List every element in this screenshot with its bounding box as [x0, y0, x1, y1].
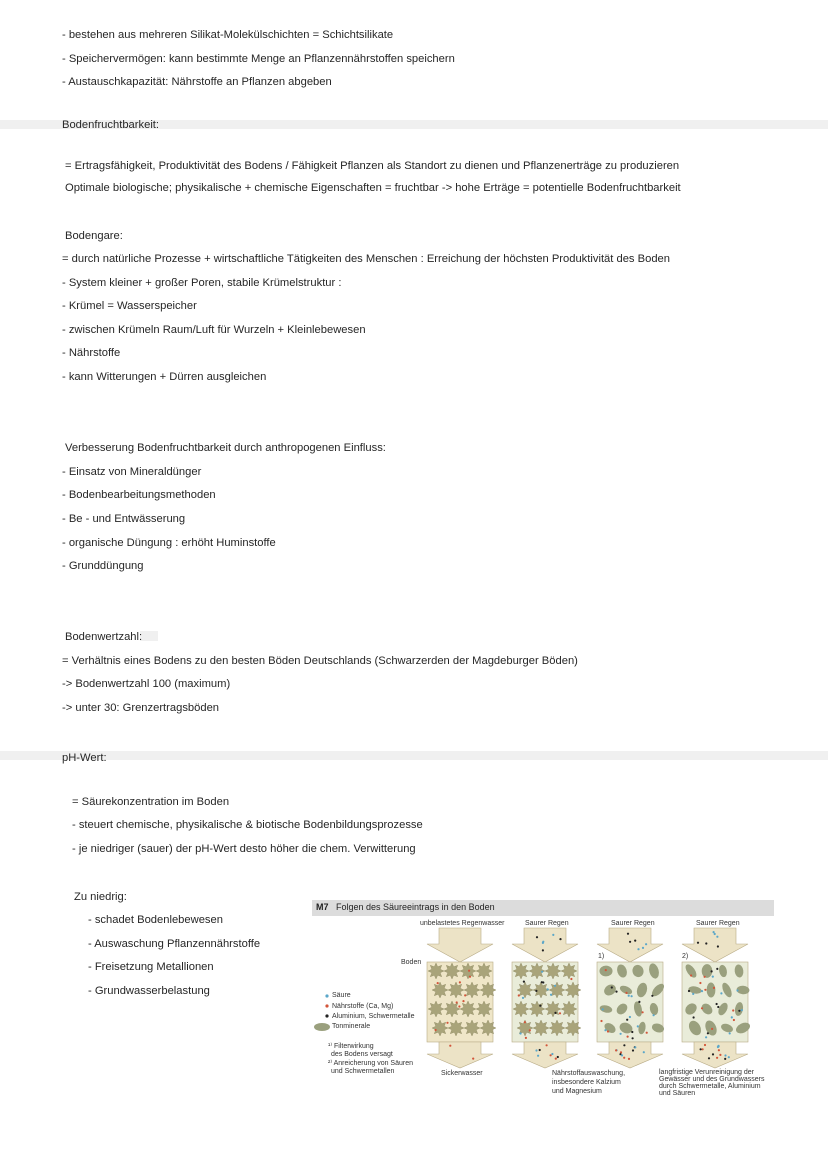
soil-particle [705, 1036, 707, 1038]
soil-particle [720, 992, 722, 994]
soil-crumb [513, 1001, 529, 1017]
wertzahl-line: = Verhältnis eines Bodens zu den besten Böden Deutschlands (Schwarzerden der Magdeburger Böden) [62, 655, 578, 667]
soil-crumb [444, 963, 460, 979]
rain-particle [642, 947, 644, 949]
figure-number: M7 [316, 902, 329, 912]
soil-particle [741, 1009, 743, 1011]
boden-label: Boden [401, 959, 422, 966]
soil-particle [688, 990, 690, 992]
improvement-line: - Be - und Entwässerung [62, 513, 186, 525]
soil-crumb [448, 1020, 464, 1036]
bottom-label: Sickerwasser [441, 1070, 483, 1077]
soil-particle [642, 1011, 644, 1013]
rain-particle [542, 949, 544, 951]
soil-crumb [549, 1020, 565, 1036]
highlight-band [0, 751, 828, 760]
soil-particle [632, 1037, 634, 1039]
rain-particle [716, 936, 718, 938]
soil-particle [731, 1016, 733, 1018]
soil-crumb [432, 982, 448, 998]
soil-particle [570, 978, 572, 980]
section-heading-wertzahl: Bodenwertzahl: [65, 631, 143, 643]
soil-particle [547, 988, 549, 990]
soil-particle [456, 1001, 458, 1003]
ph-line: = Säurekonzentration im Boden [72, 796, 230, 808]
seepage-particle [539, 1049, 541, 1051]
seepage-particle [628, 1058, 630, 1060]
soil-crumb [464, 982, 480, 998]
soil-crumb [476, 1001, 492, 1017]
soil-crumb [533, 982, 549, 998]
soil-particle [704, 989, 706, 991]
soil-crumb [444, 1001, 460, 1017]
soil-particle [607, 1030, 609, 1032]
soil-particle [529, 1029, 531, 1031]
soil-crumb [565, 982, 581, 998]
intro-line: - Austauschkapazität: Nährstoffe an Pflanzen abgeben [62, 76, 332, 88]
bottom-label: und Magnesium [552, 1088, 602, 1095]
soil-particle [729, 1032, 731, 1034]
ph-low-heading: Zu niedrig: [74, 891, 127, 903]
figure-acid-rain [312, 900, 774, 1110]
seepage-particle [704, 1044, 706, 1046]
soil-particle [716, 1003, 718, 1005]
footnote: ²⁾ Anreicherung von Säuren [328, 1060, 413, 1067]
seepage-particle [700, 1048, 702, 1050]
seepage-particle [623, 1057, 625, 1059]
soil-particle [625, 992, 627, 994]
bottom-label: insbesondere Kalzium [552, 1079, 621, 1086]
column-label: unbelastetes Regenwasser [420, 920, 505, 927]
soil-crumb [464, 1020, 480, 1036]
seepage-particle [550, 1054, 552, 1056]
footnote: des Bodens versagt [331, 1051, 393, 1058]
bottom-label: Gewässer und des Grundwassers [659, 1076, 765, 1083]
seepage-arrow [682, 1042, 748, 1068]
soil-particle [717, 1006, 719, 1008]
soil-particle [693, 1016, 695, 1018]
soil-crumb [565, 1020, 581, 1036]
soil-particle [554, 985, 556, 987]
improvement-line: - Einsatz von Mineraldünger [62, 466, 202, 478]
soil-particle [615, 991, 617, 993]
seepage-particle [537, 1055, 539, 1057]
fertility-line: = Ertragsfähigkeit, Produktivität des Bodens / Fähigkeit Pflanzen als Standort zu dienen und Pflanzenerträge zu produzieren [65, 160, 680, 172]
soil-particle [699, 982, 701, 984]
soil-particle [620, 1033, 622, 1035]
seepage-particle [551, 1053, 553, 1055]
soil-particle [692, 993, 694, 995]
soil-crumb [533, 1020, 549, 1036]
seepage-particle [718, 1049, 720, 1051]
soil-particle [605, 969, 607, 971]
section-heading-improvement: Verbesserung Bodenfruchtbarkeit durch anthropogenen Einfluss: [65, 442, 386, 454]
soil-particle [518, 994, 520, 996]
seepage-particle [615, 1049, 617, 1051]
rain-particle [717, 945, 719, 947]
bottom-label: durch Schwermetalle, Aluminium [659, 1083, 761, 1090]
seepage-particle [472, 1058, 474, 1060]
seepage-particle [634, 1046, 636, 1048]
ph-line: - steuert chemische, physikalische & biotische Bodenbildungsprozesse [72, 819, 423, 831]
rain-arrow [597, 928, 663, 962]
rain-particle [542, 941, 544, 943]
soil-particle [701, 990, 703, 992]
seepage-particle [708, 1057, 710, 1059]
bottom-label: und Säuren [659, 1090, 696, 1097]
rain-particle [559, 938, 561, 940]
rain-particle [705, 942, 707, 944]
soil-particle [464, 994, 466, 996]
seepage-particle [724, 1054, 726, 1056]
soil-particle [646, 1032, 648, 1034]
soil-particle [459, 981, 461, 983]
rain-particle [552, 934, 554, 936]
seepage-arrow [512, 1042, 578, 1068]
soil-particle [627, 1036, 629, 1038]
ph-low-item: - Grundwasserbelastung [88, 985, 210, 997]
soil-particle [550, 994, 552, 996]
soil-crumb [460, 963, 476, 979]
footnote: ¹⁾ Filterwirkung [328, 1043, 374, 1050]
wertzahl-line: -> unter 30: Grenzertragsböden [62, 702, 220, 714]
footnote: und Schwermetallen [331, 1068, 395, 1075]
soil-particle [520, 1032, 522, 1034]
seepage-particle [643, 1051, 645, 1053]
soil-particle [462, 1000, 464, 1002]
soil-particle [554, 1012, 556, 1014]
soil-crumb [460, 1001, 476, 1017]
column-label: Saurer Regen [525, 920, 569, 927]
soil-particle [711, 1028, 713, 1030]
soil-crumb [513, 963, 529, 979]
soil-particle [542, 981, 544, 983]
intro-line: - Speichervermögen: kann bestimmte Menge an Pflanzennährstoffen speichern [62, 53, 455, 65]
seepage-particle [702, 1048, 704, 1050]
rain-particle [713, 931, 715, 933]
soil-particle [651, 995, 653, 997]
column-label: Saurer Regen [696, 920, 740, 927]
footnote-mark: 2) [682, 953, 689, 960]
soil-crumb [480, 982, 496, 998]
improvement-line: - Grunddüngung [62, 560, 144, 572]
soil-particle [602, 1008, 604, 1010]
soil-particle [713, 987, 715, 989]
legend-clay-symbol [314, 1023, 330, 1031]
soil-particle [738, 1010, 740, 1012]
legend-metals: Aluminium, Schwermetalle [332, 1013, 415, 1020]
soil-particle [631, 995, 633, 997]
legend-metal-symbol [325, 1014, 328, 1017]
gare-line: - kann Witterungen + Dürren ausgleichen [62, 371, 267, 383]
seepage-particle [449, 1045, 451, 1047]
seepage-particle [623, 1044, 625, 1046]
section-heading-ph: pH-Wert: [62, 752, 107, 764]
seepage-particle [712, 1053, 714, 1055]
soil-particle [637, 1025, 639, 1027]
legend-nutrients: Nährstoffe (Ca, Mg) [332, 1003, 394, 1010]
seepage-particle [535, 1049, 537, 1051]
soil-particle [446, 1022, 448, 1024]
seepage-particle [719, 1054, 721, 1056]
gare-line: - Nährstoffe [62, 347, 121, 359]
soil-particle [525, 1037, 527, 1039]
soil-crumb [480, 1020, 496, 1036]
seepage-arrow [427, 1042, 493, 1068]
rain-particle [627, 933, 629, 935]
soil-particle [707, 1032, 709, 1034]
soil-crumb [545, 1001, 561, 1017]
ph-line: - je niedriger (sauer) der pH-Wert desto höher die chem. Verwitterung [72, 843, 416, 855]
soil-particle [600, 1020, 602, 1022]
soil-crumb [432, 1020, 448, 1036]
figure-title: Folgen des Säureeintrags in den Boden [336, 902, 495, 912]
seepage-particle [546, 1044, 548, 1046]
rain-particle [637, 948, 639, 950]
soil-particle [535, 990, 537, 992]
legend-acid: Säure [332, 992, 351, 999]
legend-nutrient-symbol [325, 1004, 328, 1007]
soil-particle [732, 1009, 734, 1011]
soil-particle [733, 1019, 735, 1021]
soil-particle [629, 1016, 631, 1018]
soil-particle [559, 1012, 561, 1014]
seepage-particle [717, 1046, 719, 1048]
soil-particle [628, 995, 630, 997]
soil-particle [712, 976, 714, 978]
soil-particle [523, 981, 525, 983]
rain-particle [536, 936, 538, 938]
improvement-line: - Bodenbearbeitungsmethoden [62, 489, 216, 501]
section-heading-gare: Bodengare: [65, 230, 123, 242]
soil-crumb [448, 982, 464, 998]
soil-particle [704, 976, 706, 978]
gare-line: - System kleiner + großer Poren, stabile Krümelstruktur : [62, 277, 342, 289]
soil-crumb [529, 1001, 545, 1017]
rain-particle [634, 940, 636, 942]
ph-low-item: - schadet Bodenlebewesen [88, 914, 223, 926]
fertility-line: Optimale biologische; physikalische + chemische Eigenschaften = fruchtbar -> hohe Erträge = potentielle Bodenfruchtbarkeit [65, 182, 681, 194]
legend-acid-symbol [325, 994, 328, 997]
seepage-particle [555, 1058, 557, 1060]
soil-particle [736, 989, 738, 991]
soil-particle [437, 982, 439, 984]
soil-particle [468, 970, 470, 972]
soil-particle [604, 1029, 606, 1031]
soil-particle [458, 1005, 460, 1007]
improvement-line: - organische Düngung : erhöht Huminstoffe [62, 537, 276, 549]
rain-particle [645, 943, 647, 945]
rain-arrow [512, 928, 578, 962]
soil-particle [638, 1001, 640, 1003]
soil-crumb [545, 963, 561, 979]
soil-crumb [561, 963, 577, 979]
soil-particle [711, 970, 713, 972]
soil-particle [541, 971, 543, 973]
footnote-mark: 1) [598, 953, 605, 960]
gare-line: - Krümel = Wasserspeicher [62, 300, 197, 312]
soil-particle [653, 1014, 655, 1016]
intro-line: - bestehen aus mehreren Silikat-Molekülschichten = Schichtsilikate [62, 29, 394, 41]
gare-line: = durch natürliche Prozesse + wirtschaftliche Tätigkeiten des Menschen : Erreichung der höchsten Produktivität des Boden [62, 253, 670, 265]
rain-particle [697, 942, 699, 944]
gare-line: - zwischen Krümeln Raum/Luft für Wurzeln + Kleinlebewesen [62, 324, 366, 336]
soil-particle [716, 968, 718, 970]
wertzahl-line: -> Bodenwertzahl 100 (maximum) [62, 678, 231, 690]
bottom-label: langfristige Verunreinigung der [659, 1069, 754, 1076]
rain-arrow [427, 928, 493, 962]
soil-crumb [476, 963, 492, 979]
seepage-particle [557, 1056, 559, 1058]
ph-low-item: - Auswaschung Pflanzennährstoffe [88, 938, 261, 950]
soil-particle [435, 1029, 437, 1031]
soil-particle [539, 1005, 541, 1007]
legend-clay: Tonminerale [332, 1023, 371, 1030]
soil-particle [631, 1031, 633, 1033]
rain-particle [714, 933, 716, 935]
soil-particle [524, 1021, 526, 1023]
soil-particle [611, 986, 613, 988]
seepage-particle [728, 1056, 730, 1058]
soil-particle [690, 974, 692, 976]
soil-particle [701, 1007, 703, 1009]
ph-low-item: - Freisetzung Metallionen [88, 961, 214, 973]
seepage-particle [724, 1058, 726, 1060]
seepage-particle [716, 1057, 718, 1059]
seepage-particle [632, 1049, 634, 1051]
highlight-mark [140, 631, 158, 641]
seepage-arrow [597, 1042, 663, 1068]
bottom-label: Nährstoffauswaschung, [552, 1070, 626, 1077]
rain-particle [629, 941, 631, 943]
section-heading-fertility: Bodenfruchtbarkeit: [62, 119, 160, 131]
soil-crumb [561, 1001, 577, 1017]
soil-crumb [428, 1001, 444, 1017]
soil-particle [626, 1019, 628, 1021]
soil-crumb [428, 963, 444, 979]
soil-particle [522, 997, 524, 999]
seepage-particle [621, 1054, 623, 1056]
column-label: Saurer Regen [611, 920, 655, 927]
soil-particle [469, 976, 471, 978]
